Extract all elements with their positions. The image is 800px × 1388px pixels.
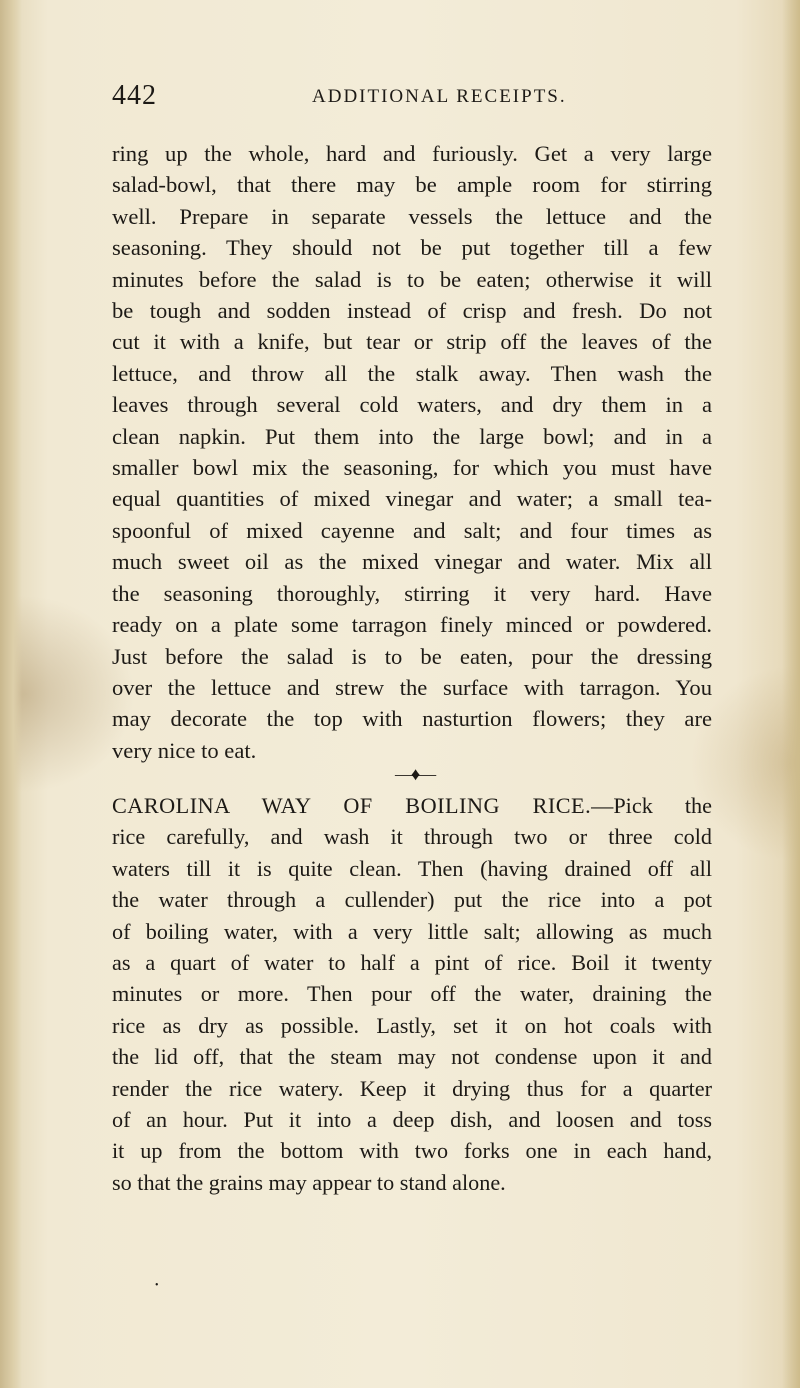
text-line: of boiling water, with a very little salt; allowing as much: [112, 918, 712, 944]
text-line: rice carefully, and wash it through two or three cold: [112, 824, 712, 850]
page-edge-stain: [782, 0, 800, 1388]
running-head: ADDITIONAL RECEIPTS.: [312, 86, 567, 107]
text-line: as a quart of water to half a pint of rice. Boil it twenty: [112, 950, 712, 976]
text-line: minutes or more. Then pour off the water, draining the: [112, 981, 712, 1007]
text-line: very nice to eat.: [112, 737, 257, 763]
text-line: cut it with a knife, but tear or strip off the leaves of the: [112, 329, 712, 355]
page-header: [112, 80, 702, 120]
text-line: lettuce, and throw all the stalk away. Then wash the: [112, 360, 712, 386]
section-first-line: [112, 790, 712, 821]
text-line: smaller bowl mix the seasoning, for which you must have: [112, 455, 712, 481]
text-line: over the lettuce and strew the surface with tarragon. You: [112, 674, 712, 700]
text-line: it up from the bottom with two forks one in each hand,: [112, 1138, 712, 1164]
text-line: well. Prepare in separate vessels the lettuce and the: [112, 203, 712, 229]
text-line: the lid off, that the steam may not condense upon it and: [112, 1044, 712, 1070]
text-line: so that the grains may appear to stand alone.: [112, 1169, 506, 1195]
text-line: the seasoning thoroughly, stirring it very hard. Have: [112, 580, 712, 606]
text-line: ready on a plate some tarragon finely minced or powdered.: [112, 612, 712, 638]
text-line: be tough and sodden instead of crisp and fresh. Do not: [112, 298, 712, 324]
text-line: of an hour. Put it into a deep dish, and loosen and toss: [112, 1107, 712, 1133]
page-number: 442: [112, 80, 157, 111]
text-line: clean napkin. Put them into the large bowl; and in a: [112, 423, 712, 449]
page-gutter-shadow: [0, 0, 22, 1388]
text-line: may decorate the top with nasturtion flowers; they are: [112, 706, 712, 732]
text-line: Just before the salad is to be eaten, pour the dressing: [112, 643, 712, 669]
text-line: waters till it is quite clean. Then (having drained off all: [112, 855, 712, 881]
text-line: spoonful of mixed cayenne and salt; and four times as: [112, 517, 712, 543]
ink-speck: •: [155, 1280, 159, 1291]
text-line: ring up the whole, hard and furiously. Get a very large: [112, 141, 712, 166]
text-line: leaves through several cold waters, and dry them in a: [112, 392, 712, 418]
text-line: salad-bowl, that there may be ample room for stirring: [112, 172, 712, 198]
text-line: equal quantities of mixed vinegar and water; a small tea-: [112, 486, 712, 512]
rice-recipe-section: [112, 790, 712, 1198]
section-title: CAROLINA WAY OF BOILING RICE.: [112, 793, 592, 818]
text-line: seasoning. They should not be put together till a few: [112, 235, 712, 261]
text-line: much sweet oil as the mixed vinegar and water. Mix all: [112, 549, 712, 575]
text-line: render the rice watery. Keep it drying thus for a quarter: [112, 1075, 712, 1101]
section-separator: —♦—: [395, 764, 435, 784]
text-line: minutes before the salad is to be eaten; otherwise it will: [112, 266, 712, 292]
text-line: rice as dry as possible. Lastly, set it on hot coals with: [112, 1012, 712, 1038]
section-first-line-rest: —Pick the: [591, 793, 712, 818]
text-line: the water through a cullender) put the rice into a pot: [112, 887, 712, 913]
salad-paragraph: [112, 138, 712, 766]
